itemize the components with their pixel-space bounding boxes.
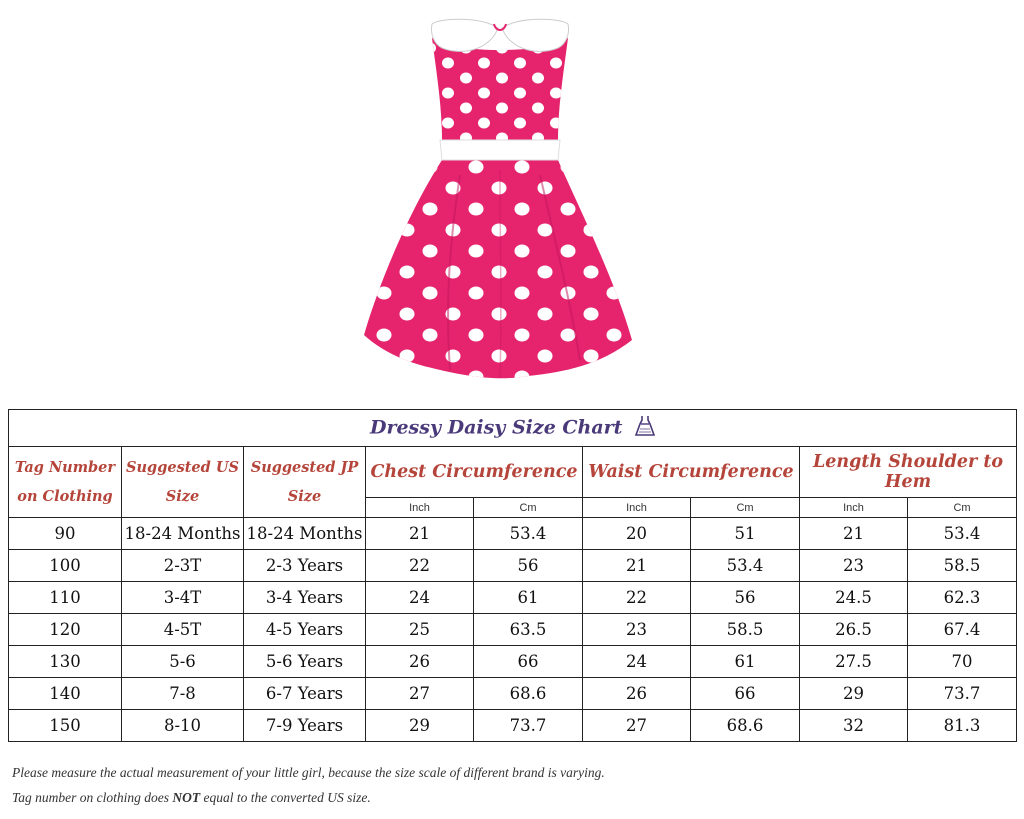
unit-chest-inch: Inch: [366, 498, 474, 518]
cell-waist-inch: 23: [583, 614, 691, 646]
unit-chest-cm: Cm: [474, 498, 583, 518]
unit-waist-inch: Inch: [583, 498, 691, 518]
cell-us: 3-4T: [122, 582, 244, 614]
cell-tag: 110: [9, 582, 122, 614]
size-chart-table: [8, 409, 1017, 742]
cell-jp: 6-7 Years: [244, 678, 366, 710]
cell-us: 7-8: [122, 678, 244, 710]
header-length: Length Shoulder to Hem: [800, 447, 1017, 498]
cell-us: 8-10: [122, 710, 244, 742]
cell-chest-cm: 56: [474, 550, 583, 582]
cell-jp: 4-5 Years: [244, 614, 366, 646]
dress-icon: [635, 415, 655, 442]
cell-jp: 2-3 Years: [244, 550, 366, 582]
cell-chest-inch: 27: [366, 678, 474, 710]
notes: [12, 760, 605, 810]
cell-length-cm: 81.3: [908, 710, 1017, 742]
cell-waist-cm: 51: [691, 518, 800, 550]
cell-waist-inch: 22: [583, 582, 691, 614]
cell-length-inch: 24.5: [800, 582, 908, 614]
cell-tag: 140: [9, 678, 122, 710]
header-us-size: Suggested US Size: [122, 447, 244, 518]
note-tag-text-b: equal to the converted US size.: [200, 790, 371, 805]
note-tag-text-a: Tag number on clothing does: [12, 790, 173, 805]
cell-length-cm: 73.7: [908, 678, 1017, 710]
cell-length-cm: 53.4: [908, 518, 1017, 550]
chart-title: [9, 410, 1017, 447]
cell-length-inch: 29: [800, 678, 908, 710]
note-measure: Please measure the actual measurement of your little girl, because the size scale of different brand is varying.: [12, 765, 605, 780]
header-waist: Waist Circumference: [583, 447, 800, 498]
cell-waist-cm: 68.6: [691, 710, 800, 742]
header-chest: Chest Circumference: [366, 447, 583, 498]
cell-length-inch: 23: [800, 550, 908, 582]
cell-waist-cm: 56: [691, 582, 800, 614]
header-jp-size: Suggested JP Size: [244, 447, 366, 518]
cell-chest-inch: 29: [366, 710, 474, 742]
cell-waist-inch: 27: [583, 710, 691, 742]
cell-us: 4-5T: [122, 614, 244, 646]
cell-jp: 18-24 Months: [244, 518, 366, 550]
cell-chest-cm: 63.5: [474, 614, 583, 646]
cell-length-inch: 26.5: [800, 614, 908, 646]
cell-length-inch: 32: [800, 710, 908, 742]
cell-tag: 100: [9, 550, 122, 582]
cell-tag: 90: [9, 518, 122, 550]
table-row: [9, 550, 1017, 582]
cell-us: 18-24 Months: [122, 518, 244, 550]
cell-tag: 150: [9, 710, 122, 742]
cell-length-inch: 21: [800, 518, 908, 550]
cell-waist-cm: 61: [691, 646, 800, 678]
table-row: [9, 710, 1017, 742]
unit-length-cm: Cm: [908, 498, 1017, 518]
table-row: [9, 614, 1017, 646]
cell-length-inch: 27.5: [800, 646, 908, 678]
cell-waist-inch: 20: [583, 518, 691, 550]
cell-chest-cm: 66: [474, 646, 583, 678]
unit-waist-cm: Cm: [691, 498, 800, 518]
cell-length-cm: 58.5: [908, 550, 1017, 582]
cell-waist-cm: 66: [691, 678, 800, 710]
dress-image: [350, 10, 650, 395]
note-tag-not: NOT: [172, 790, 201, 805]
cell-waist-inch: 24: [583, 646, 691, 678]
cell-jp: 7-9 Years: [244, 710, 366, 742]
cell-chest-cm: 53.4: [474, 518, 583, 550]
cell-jp: 3-4 Years: [244, 582, 366, 614]
unit-length-inch: Inch: [800, 498, 908, 518]
chart-title-text: Dressy Daisy Size Chart: [369, 416, 623, 438]
cell-chest-inch: 24: [366, 582, 474, 614]
cell-waist-cm: 53.4: [691, 550, 800, 582]
cell-us: 5-6: [122, 646, 244, 678]
cell-chest-inch: 22: [366, 550, 474, 582]
cell-us: 2-3T: [122, 550, 244, 582]
header-tag-number: Tag Number on Clothing: [9, 447, 122, 518]
cell-chest-cm: 61: [474, 582, 583, 614]
note-tag-number: [12, 785, 605, 810]
cell-chest-cm: 68.6: [474, 678, 583, 710]
cell-jp: 5-6 Years: [244, 646, 366, 678]
cell-chest-inch: 21: [366, 518, 474, 550]
cell-waist-cm: 58.5: [691, 614, 800, 646]
cell-chest-cm: 73.7: [474, 710, 583, 742]
cell-chest-inch: 25: [366, 614, 474, 646]
table-row: [9, 646, 1017, 678]
cell-length-cm: 67.4: [908, 614, 1017, 646]
cell-length-cm: 70: [908, 646, 1017, 678]
cell-tag: 120: [9, 614, 122, 646]
table-row: [9, 582, 1017, 614]
cell-length-cm: 62.3: [908, 582, 1017, 614]
table-row: [9, 678, 1017, 710]
cell-waist-inch: 21: [583, 550, 691, 582]
cell-tag: 130: [9, 646, 122, 678]
table-row: [9, 518, 1017, 550]
cell-waist-inch: 26: [583, 678, 691, 710]
cell-chest-inch: 26: [366, 646, 474, 678]
